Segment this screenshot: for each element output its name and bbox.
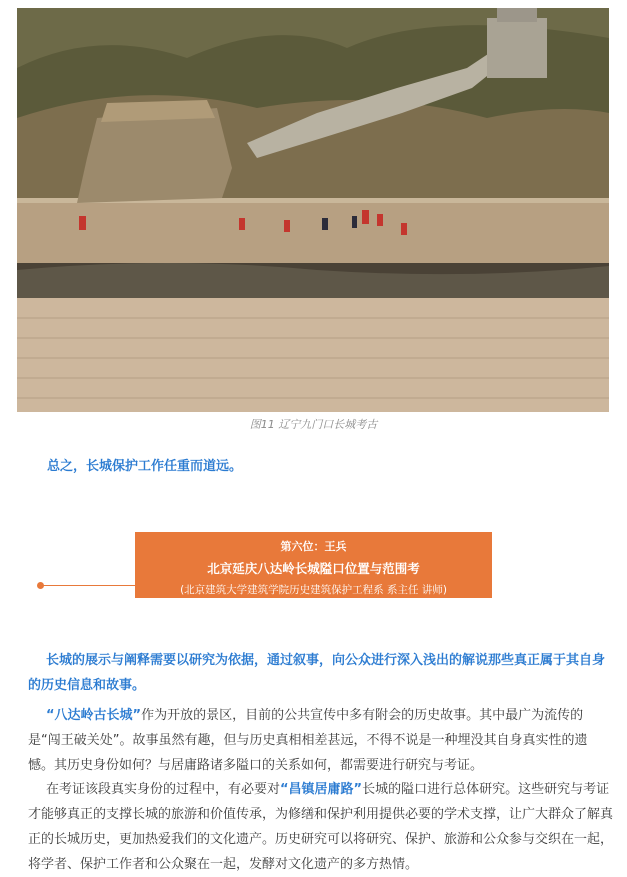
banner-affiliation: (北京建筑大学建筑学院历史建筑保护工程系 系主任 讲师) <box>180 584 447 596</box>
banner-rank: 第六位：王兵 <box>280 540 347 553</box>
highlight-badaling: “八达岭古长城” <box>46 708 142 723</box>
banner-dot <box>37 582 44 589</box>
banner-title: 北京延庆八达岭长城隘口位置与范围考 <box>207 561 420 576</box>
body-paragraph-1 <box>28 703 613 778</box>
intro-paragraph: 长城的展示与阐释需要以研究为依据，通过叙事，向公众进行深入浅出的解说那些真正属于其自身的历史信息和故事。 <box>28 653 606 693</box>
great-wall-photo <box>17 8 609 412</box>
photo-caption: 图11 辽宁九门口长城考古 <box>249 418 378 431</box>
award-banner <box>135 532 492 598</box>
highlight-changzhen: “昌镇居庸路” <box>280 782 363 797</box>
body-paragraph-2-after: 长城的隘口进行总体研究。这些研究与考证才能够真正的支撑长城的旅游和价值传承，为修缮和保护利用提供必要的学术支撑，让广大群众了解真正的长城历史，更加热爱我们的文化遗产。历史研究可以将研究、保护、旅游和公众参与交织在一起，将学者、保护工作者和公众聚在一起，发酵对文化遗产的多方热情。 <box>28 782 614 872</box>
photo-illustration <box>17 8 609 412</box>
body-paragraph-1-text: 作为开放的景区，目前的公共宣传中多有附会的历史故事。其中最广为流传的是“闯王破关处”。故事虽然有趣，但与历史真相相差甚远，不得不说是一种埋没其自身真实性的遗憾。其历史身份如何？与居庸路诸多隘口的关系如何，都需要进行研究与考证。 <box>28 708 588 773</box>
summary-text: 总之，长城保护工作任重而道远。 <box>47 459 243 474</box>
body-paragraph-2-before: 在考证该段真实身份的过程中，有必要对 <box>46 782 281 797</box>
body-paragraph-2 <box>28 777 613 877</box>
